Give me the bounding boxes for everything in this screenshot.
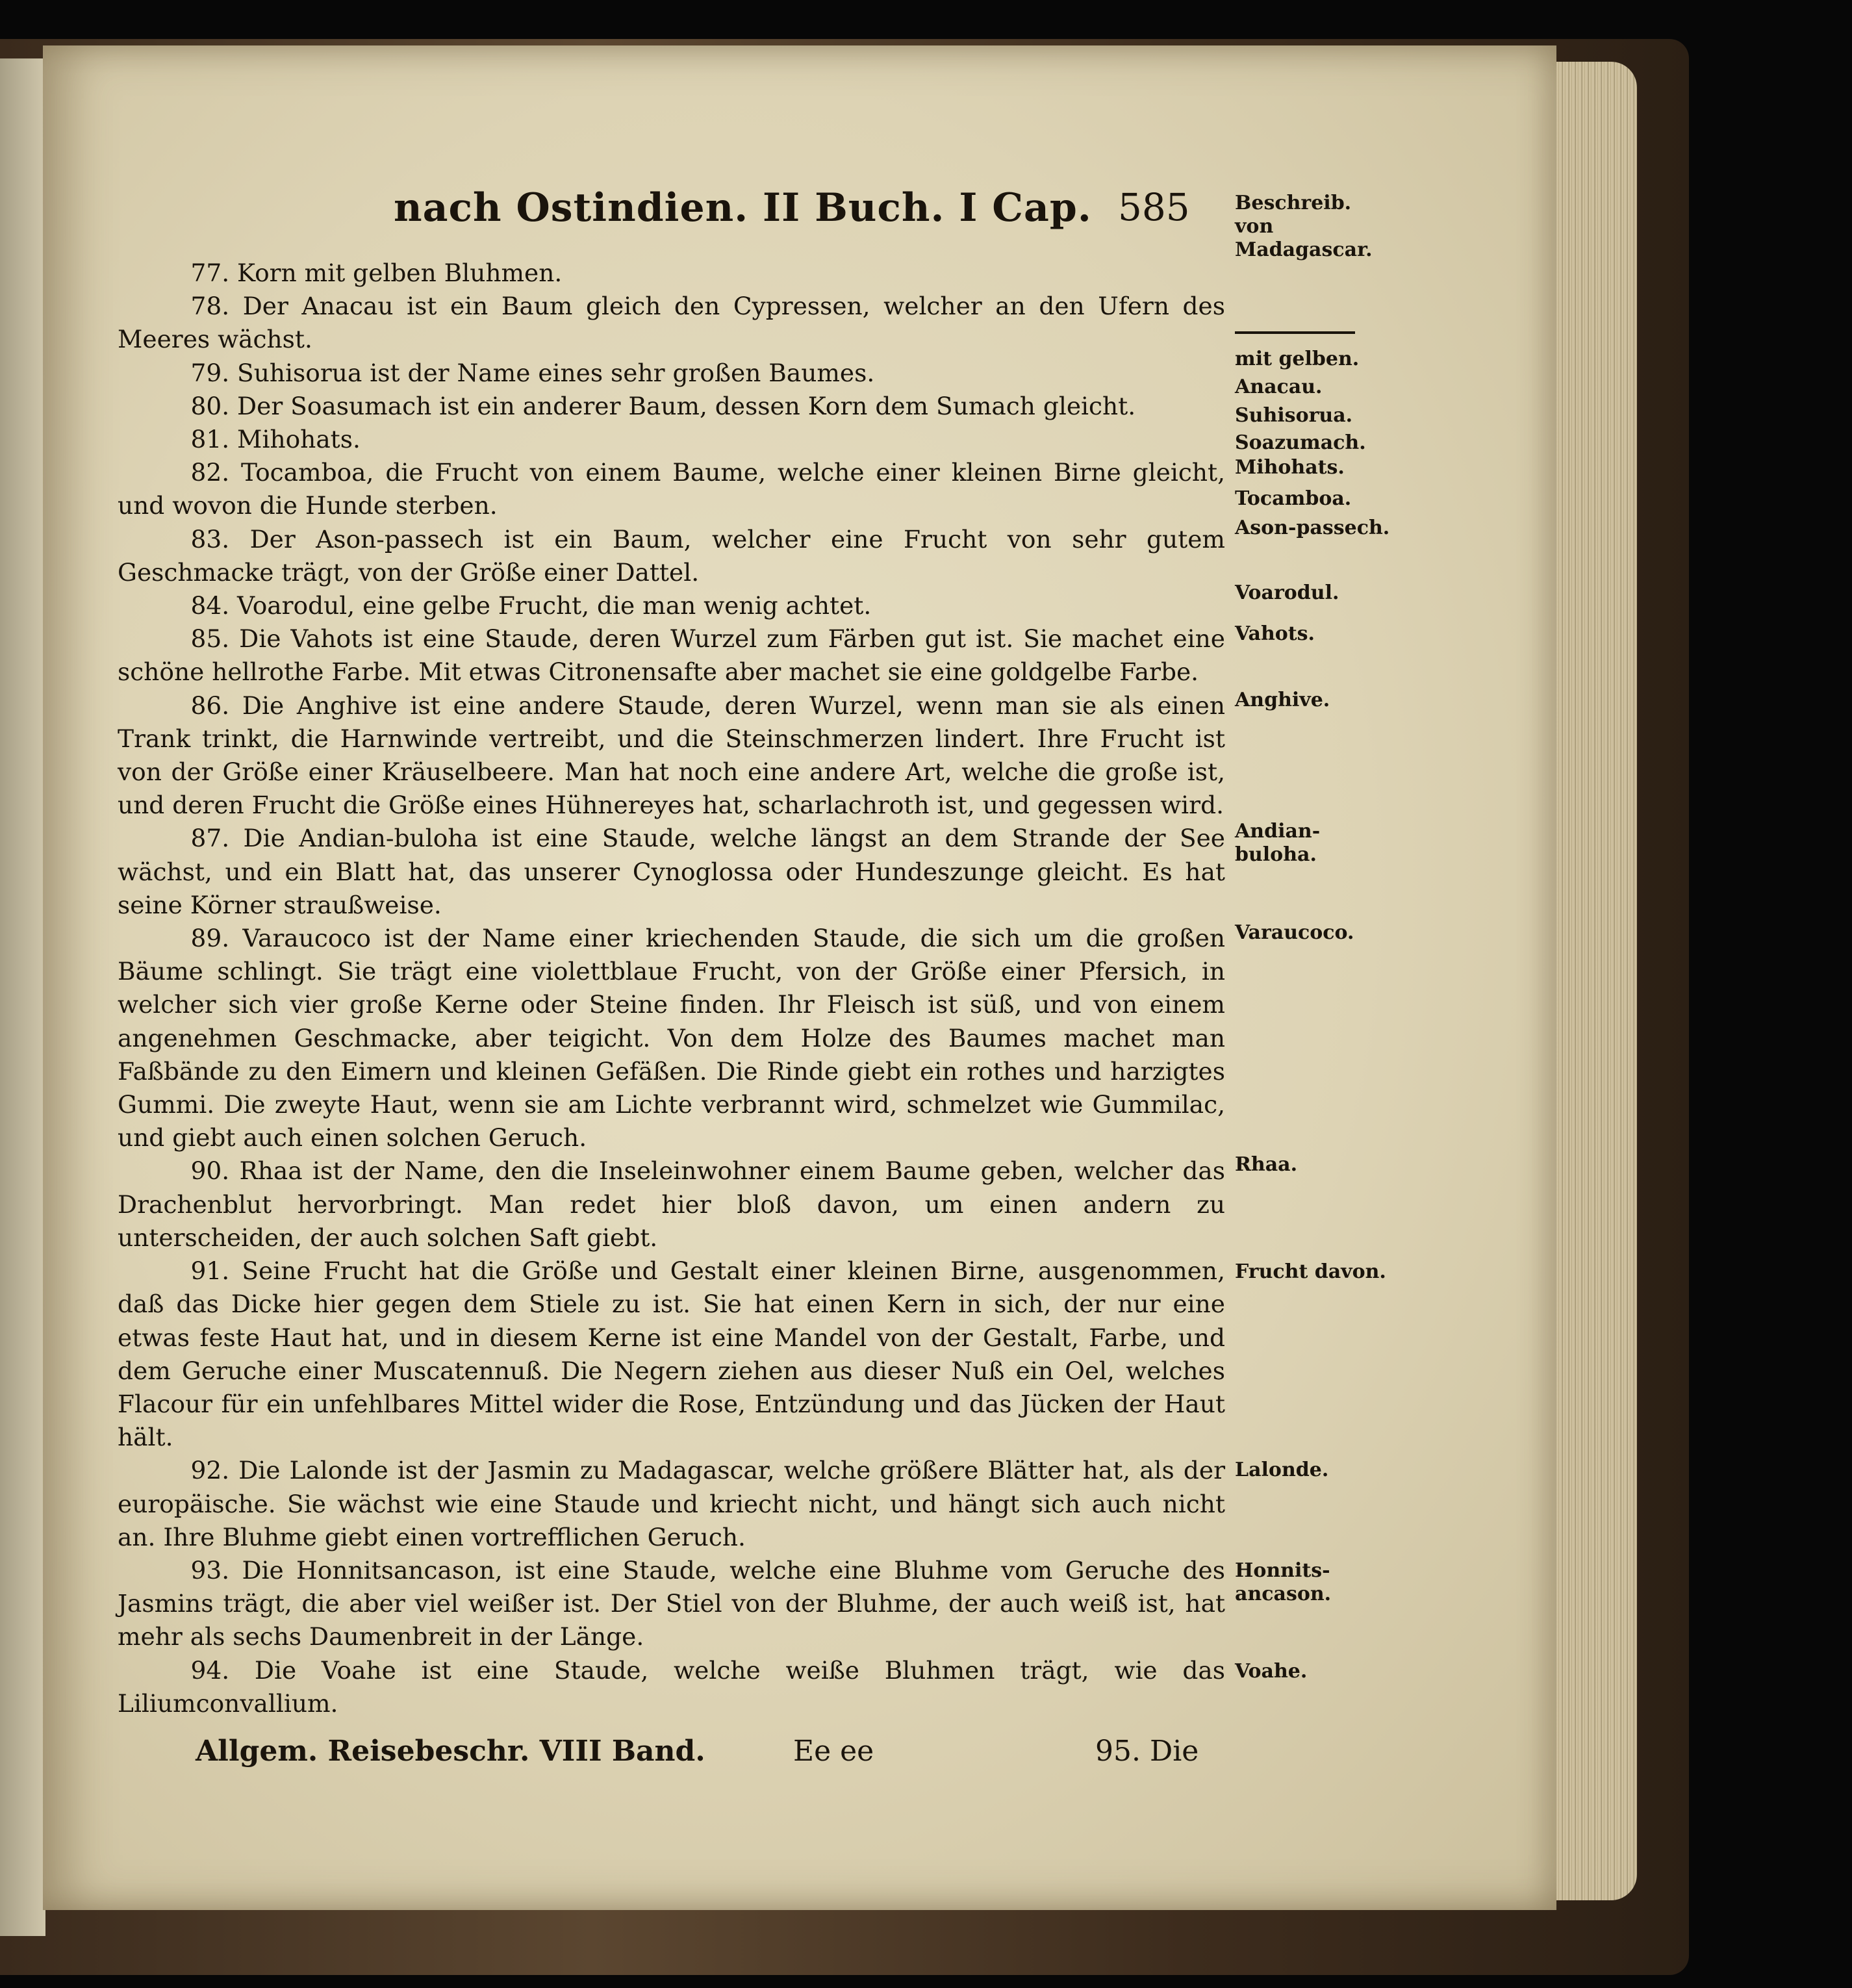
book-page: [43, 45, 1556, 1910]
entry-89: 89. Varaucoco ist der Name einer kriechenden Staude, die sich um die großen Bäume schlingt. Sie trägt eine violettblaue Frucht, von der Größe einer Pfersich, in welcher sich vier große Kerne oder Steine finden. Ihr Fleisch ist süß, und von einem angenehmen Geschmacke, aber teigicht. Von dem Holze des Baumes machet man Faßbände zu den Eimern und kleinen Gefäßen. Die Rinde giebt ein rothes und harzigtes Gummi. Die zweyte Haut, wenn sie am Lichte verbrannt wird, schmelzet wie Gummilac, und giebt auch einen solchen Geruch.: [118, 924, 1225, 1153]
margin-note-tocamboa: Tocamboa.: [1235, 487, 1352, 510]
main-text: [118, 257, 1225, 1720]
margin-note-suhisorua: Suhisorua.: [1235, 404, 1353, 427]
entry-87: 87. Die Andian-buloha ist eine Staude, welche längst an dem Strande der See wächst, und ein Blatt hat, das unserer Cynoglossa oder Hundeszunge gleicht. Es hat seine Körner straußweise.: [118, 824, 1225, 919]
margin-note-rhaa: Rhaa.: [1235, 1153, 1298, 1176]
entry-82: 82. Tocamboa, die Frucht von einem Baume, welche einer kleinen Birne gleicht, und wovon die Hunde sterben.: [118, 458, 1225, 520]
entry-90: 90. Rhaa ist der Name, den die Inseleinwohner einem Baume geben, welcher das Drachenblut hervorbringt. Man redet hier bloß davon, um einen andern zu unterscheiden, der auch solchen Saft giebt.: [118, 1156, 1225, 1252]
entry-79: 79. Suhisorua ist der Name eines sehr großen Baumes.: [190, 358, 875, 387]
margin-note-voarodul: Voarodul.: [1235, 581, 1339, 604]
entry-81: 81. Mihohats.: [190, 425, 361, 454]
margin-note-mit-gelben: mit gelben.: [1235, 348, 1360, 370]
entry-94: 94. Die Voahe ist eine Staude, welche weiße Bluhmen trägt, wie das Liliumconvallium.: [118, 1655, 1225, 1718]
entry-77: 77. Korn mit gelben Bluhmen.: [190, 259, 563, 287]
signature-mark: Ee ee: [793, 1735, 874, 1768]
margin-note-voahe: Voahe.: [1235, 1660, 1308, 1683]
entry-93: 93. Die Honnitsancason, ist eine Staude, welche eine Bluhme vom Geruche des Jasmins trägt, die aber viel weißer ist. Der Stiel von der Bluhme, der auch weiß ist, hat mehr als sechs Daumenbreit in der Länge.: [118, 1555, 1225, 1651]
page-footer: [43, 1735, 1556, 1780]
margin-note-ason-passech: Ason-passech.: [1235, 516, 1390, 539]
margin-note-andian-buloha: Andian-buloha.: [1235, 820, 1321, 866]
running-head: nach Ostindien. II Buch. I Cap.: [394, 185, 1092, 231]
entry-92: 92. Die Lalonde ist der Jasmin zu Madagascar, welche größere Blätter hat, als der europäische. Sie wächst wie eine Staude und kriecht nicht, und hängt sich auch nicht an. Ihre Bluhme giebt einen vortrefflichen Geruch.: [118, 1456, 1225, 1551]
margin-note-vahots: Vahots.: [1235, 622, 1315, 645]
margin-note-frucht-davon: Frucht davon.: [1235, 1260, 1386, 1283]
entry-84: 84. Voarodul, eine gelbe Frucht, die man wenig achtet.: [190, 591, 872, 620]
margin-note-lalonde: Lalonde.: [1235, 1459, 1329, 1481]
margin-note-mihohats: Mihohats.: [1235, 456, 1345, 479]
entry-86: 86. Die Anghive ist eine andere Staude, deren Wurzel, wenn man sie als einen Trank trinkt, die Harnwinde vertreibt, und die Steinschmerzen lindert. Ihre Frucht ist von der Größe einer Kräuselbeere. Man hat noch eine andere Art, welche die große ist, und deren Frucht die Größe eines Hühnereyes hat, scharlachroth ist, und gegessen wird.: [118, 691, 1225, 820]
entry-78: 78. Der Anacau ist ein Baum gleich den Cypressen, welcher an den Ufern des Meeres wächst.: [118, 292, 1225, 354]
page-number: 585: [1118, 185, 1190, 229]
margin-note-varaucoco: Varaucoco.: [1235, 921, 1354, 944]
margin-note-honnitsancason: Honnits-ancason.: [1235, 1559, 1332, 1605]
margin-note-anacau: Anacau.: [1235, 376, 1323, 398]
signature-line: Allgem. Reisebeschr. VIII Band.: [196, 1735, 705, 1768]
entry-80: 80. Der Soasumach ist ein anderer Baum, dessen Korn dem Sumach gleicht.: [190, 391, 1136, 420]
catchword: 95. Die: [1095, 1735, 1199, 1768]
margin-divider: [1235, 331, 1355, 334]
margin-note-anghive: Anghive.: [1235, 689, 1330, 711]
margin-note-soazumach: Soazumach.: [1235, 431, 1366, 454]
entry-91: 91. Seine Frucht hat die Größe und Gestalt einer kleinen Birne, ausgenommen, daß das Dicke hier gegen dem Stiele zu ist. Sie hat einen Kern in sich, der nur eine etwas feste Haut hat, und in diesem Kerne ist eine Mandel von der Gestalt, Farbe, und dem Geruche einer Muscatennuß. Die Negern ziehen aus dieser Nuß ein Oel, welches Flacour für ein unfehlbares Mittel wider die Rose, Entzündung und das Jücken der Haut hält.: [118, 1256, 1225, 1452]
entry-83: 83. Der Ason-passech ist ein Baum, welcher eine Frucht von sehr gutem Geschmacke trägt, von der Größe einer Dattel.: [118, 524, 1225, 587]
margin-note-beschreibung: Beschreib. von Madagascar.: [1235, 192, 1373, 261]
facing-page-edge: [0, 58, 45, 1936]
entry-85: 85. Die Vahots ist eine Staude, deren Wurzel zum Färben gut ist. Sie machet eine schöne hellrothe Farbe. Mit etwas Citronensafte aber machet sie eine goldgelbe Farbe.: [118, 624, 1225, 687]
